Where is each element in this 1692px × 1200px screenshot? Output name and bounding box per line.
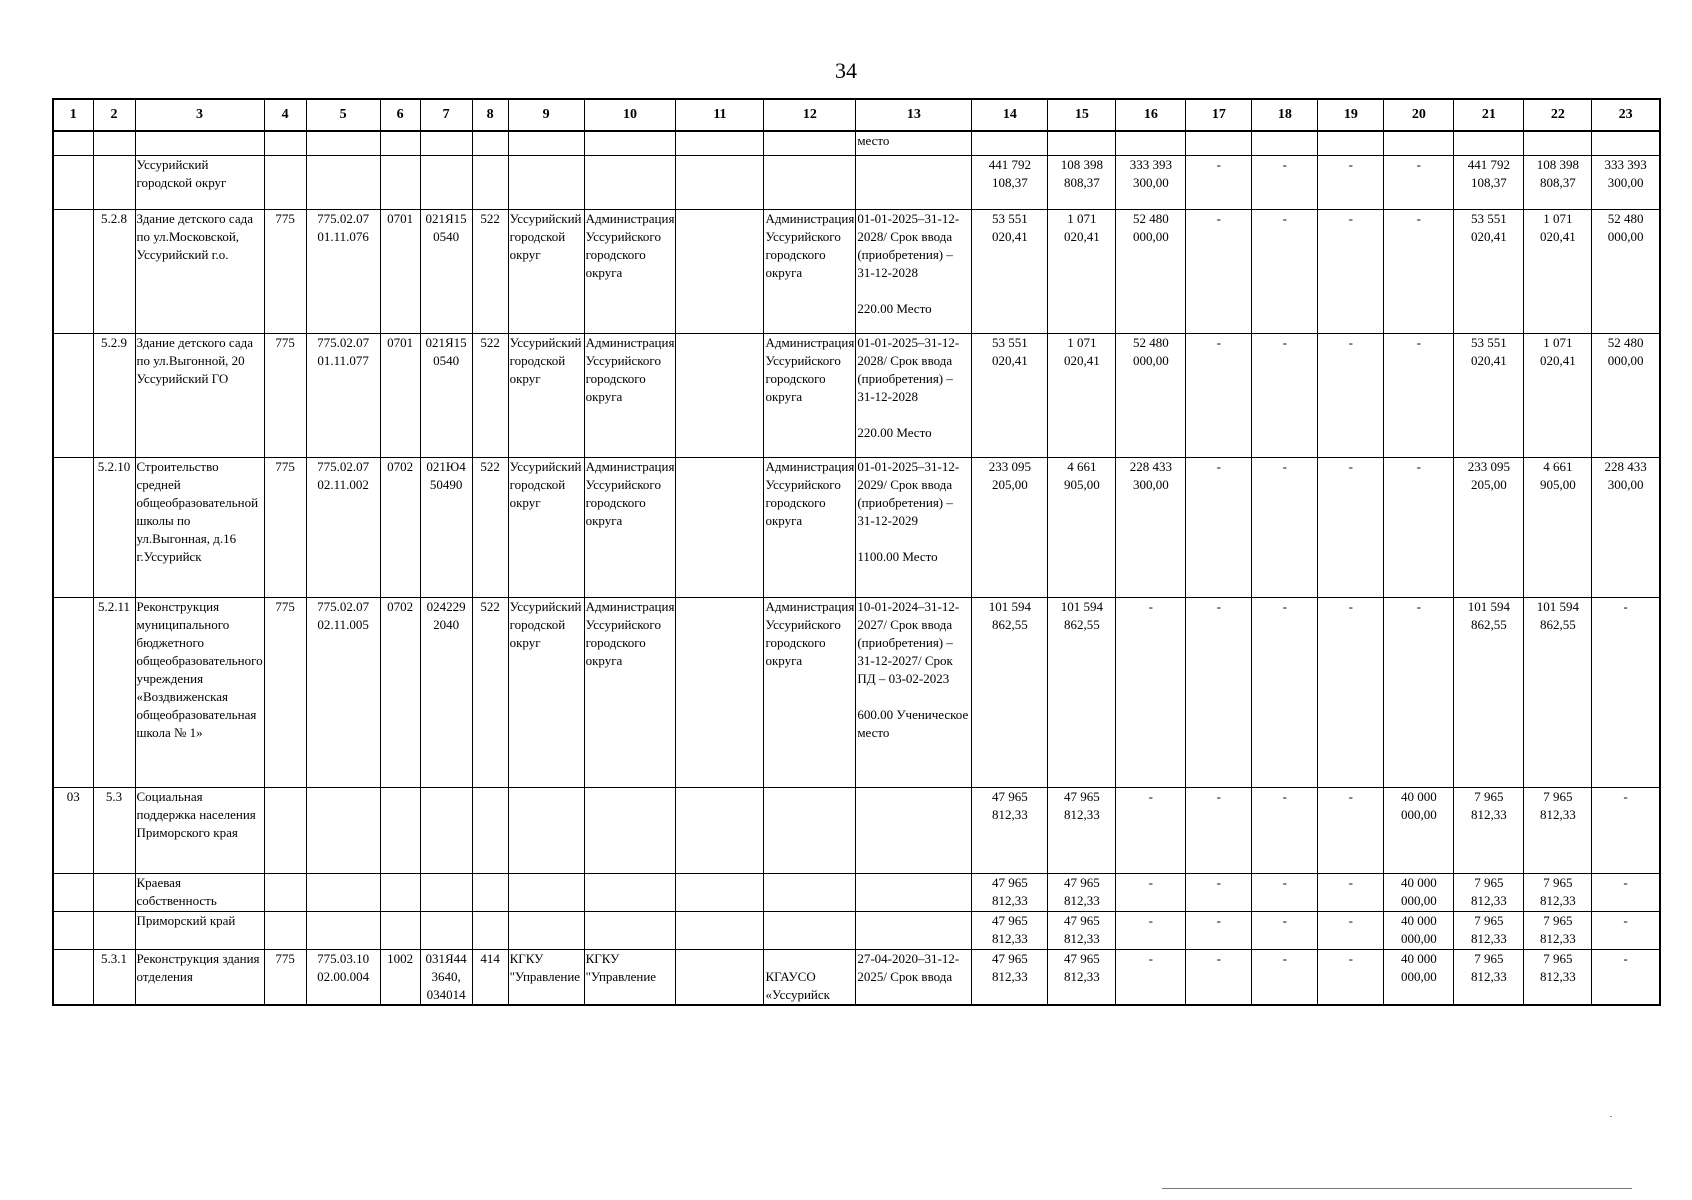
table-cell-col-18: - [1252, 787, 1318, 873]
table-cell-col-1 [53, 949, 93, 1005]
table-cell-col-11 [676, 597, 764, 787]
table-cell-col-15: 47 965 812,33 [1048, 911, 1116, 949]
table-cell-col-17: - [1186, 911, 1252, 949]
table-row [53, 949, 1660, 1005]
table-cell-col-2 [93, 155, 135, 209]
table-cell-col-7: 021Ю4 50490 [420, 457, 472, 597]
table-cell-col-19: - [1318, 873, 1384, 911]
column-header-19: 19 [1318, 99, 1384, 131]
table-cell-col-15: 1 071 020,41 [1048, 333, 1116, 457]
table-cell-col-23: - [1592, 949, 1660, 1005]
table-cell-col-14: 101 594 862,55 [972, 597, 1048, 787]
table-cell-col-12 [764, 155, 856, 209]
table-cell-col-7 [420, 873, 472, 911]
table-cell-col-23: - [1592, 873, 1660, 911]
table-cell-col-20: 40 000 000,00 [1384, 873, 1454, 911]
table-cell-col-9: Уссурийский городской округ [508, 457, 584, 597]
table-cell-col-5 [306, 155, 380, 209]
table-cell-col-20: - [1384, 155, 1454, 209]
table-cell-col-22: 1 071 020,41 [1524, 333, 1592, 457]
table-cell-col-19: - [1318, 333, 1384, 457]
table-cell-col-16 [1116, 131, 1186, 155]
table-cell-col-8: 522 [472, 209, 508, 333]
table-cell-col-18: - [1252, 457, 1318, 597]
table-cell-col-6 [380, 787, 420, 873]
table-cell-col-6 [380, 155, 420, 209]
table-cell-col-4: 775 [264, 457, 306, 597]
table-cell-col-21: 53 551 020,41 [1454, 333, 1524, 457]
table-cell-col-10: Администрация Уссурийского городского округа [584, 457, 676, 597]
data-table [52, 98, 1661, 1006]
table-row [53, 597, 1660, 787]
table-cell-col-1 [53, 209, 93, 333]
table-cell-col-23: 333 393 300,00 [1592, 155, 1660, 209]
table-cell-col-2: 5.2.11 [93, 597, 135, 787]
table-cell-col-3: Здание детского сада по ул.Выгонной, 20 Уссурийский ГО [135, 333, 264, 457]
table-cell-col-5: 775.02.07 01.11.077 [306, 333, 380, 457]
column-header-8: 8 [472, 99, 508, 131]
column-header-1: 1 [53, 99, 93, 131]
table-cell-col-5 [306, 787, 380, 873]
table-cell-col-19: - [1318, 911, 1384, 949]
table-cell-col-21: 233 095 205,00 [1454, 457, 1524, 597]
table-cell-col-13: место [856, 131, 972, 155]
table-cell-col-17: - [1186, 457, 1252, 597]
table-cell-col-15: 47 965 812,33 [1048, 949, 1116, 1005]
scan-speck [1610, 1116, 1612, 1117]
table-cell-col-4 [264, 911, 306, 949]
column-header-6: 6 [380, 99, 420, 131]
table-cell-col-6 [380, 873, 420, 911]
table-row [53, 155, 1660, 209]
column-header-15: 15 [1048, 99, 1116, 131]
table-cell-col-17: - [1186, 787, 1252, 873]
table-cell-col-23: 52 480 000,00 [1592, 333, 1660, 457]
column-header-13: 13 [856, 99, 972, 131]
table-cell-col-1 [53, 131, 93, 155]
table-cell-col-6: 0702 [380, 457, 420, 597]
table-cell-col-10: КГКУ "Управление [584, 949, 676, 1005]
table-cell-col-5: 775.02.07 01.11.076 [306, 209, 380, 333]
table-cell-col-11 [676, 873, 764, 911]
table-cell-col-10 [584, 873, 676, 911]
table-cell-col-23: 228 433 300,00 [1592, 457, 1660, 597]
table-cell-col-2 [93, 873, 135, 911]
table-cell-col-13 [856, 873, 972, 911]
column-header-4: 4 [264, 99, 306, 131]
table-cell-col-10 [584, 787, 676, 873]
table-cell-col-1 [53, 333, 93, 457]
table-cell-col-11 [676, 949, 764, 1005]
table-cell-col-3: Реконструкция здания отделения [135, 949, 264, 1005]
table-cell-col-4: 775 [264, 333, 306, 457]
table-cell-col-16: - [1116, 873, 1186, 911]
table-cell-col-14: 47 965 812,33 [972, 873, 1048, 911]
table-cell-col-4: 775 [264, 209, 306, 333]
table-cell-col-18: - [1252, 333, 1318, 457]
table-cell-col-13 [856, 155, 972, 209]
table-cell-col-6: 0702 [380, 597, 420, 787]
column-header-11: 11 [676, 99, 764, 131]
table-cell-col-10: Администрация Уссурийского городского округа [584, 333, 676, 457]
table-row [53, 787, 1660, 873]
table-cell-col-14: 233 095 205,00 [972, 457, 1048, 597]
table-cell-col-9 [508, 787, 584, 873]
table-cell-col-12: Администрация Уссурийского городского округа [764, 597, 856, 787]
column-header-20: 20 [1384, 99, 1454, 131]
column-header-17: 17 [1186, 99, 1252, 131]
table-cell-col-20: - [1384, 457, 1454, 597]
table-cell-col-18: - [1252, 949, 1318, 1005]
table-cell-col-10: Администрация Уссурийского городского округа [584, 209, 676, 333]
table-cell-col-1 [53, 155, 93, 209]
table-cell-col-22: 108 398 808,37 [1524, 155, 1592, 209]
table-cell-col-16: 52 480 000,00 [1116, 209, 1186, 333]
table-cell-col-7 [420, 131, 472, 155]
table-cell-col-8: 522 [472, 597, 508, 787]
table-cell-col-16: 52 480 000,00 [1116, 333, 1186, 457]
table-cell-col-2: 5.2.8 [93, 209, 135, 333]
table-cell-col-1 [53, 597, 93, 787]
table-cell-col-5 [306, 873, 380, 911]
table-row [53, 333, 1660, 457]
table-cell-col-8 [472, 873, 508, 911]
table-cell-col-15 [1048, 131, 1116, 155]
table-cell-col-15: 101 594 862,55 [1048, 597, 1116, 787]
table-cell-col-14: 47 965 812,33 [972, 949, 1048, 1005]
table-cell-col-22: 7 965 812,33 [1524, 949, 1592, 1005]
table-cell-col-18: - [1252, 597, 1318, 787]
table-cell-col-3: Приморский край [135, 911, 264, 949]
table-cell-col-7: 021Я15 0540 [420, 333, 472, 457]
table-cell-col-9 [508, 911, 584, 949]
column-header-3: 3 [135, 99, 264, 131]
table-cell-col-13: 01-01-2025–31-12-2029/ Срок ввода (приобретения) – 31-12-2029 1100.00 Место [856, 457, 972, 597]
table-cell-col-10 [584, 911, 676, 949]
table-cell-col-7 [420, 787, 472, 873]
table-cell-col-17: - [1186, 597, 1252, 787]
table-cell-col-13: 10-01-2024–31-12-2027/ Срок ввода (приобретения) – 31-12-2027/ Срок ПД – 03-02-2023 600.00 Ученическое место [856, 597, 972, 787]
column-header-9: 9 [508, 99, 584, 131]
table-cell-col-21: 7 965 812,33 [1454, 911, 1524, 949]
table-cell-col-6: 0701 [380, 209, 420, 333]
table-cell-col-17 [1186, 131, 1252, 155]
table-cell-col-13 [856, 787, 972, 873]
table-cell-col-4: 775 [264, 949, 306, 1005]
table-cell-col-16: - [1116, 911, 1186, 949]
table-cell-col-7: 021Я15 0540 [420, 209, 472, 333]
table-cell-col-18: - [1252, 873, 1318, 911]
table-cell-col-4 [264, 873, 306, 911]
table-cell-col-14 [972, 131, 1048, 155]
table-cell-col-6: 0701 [380, 333, 420, 457]
table-cell-col-4: 775 [264, 597, 306, 787]
table-cell-col-19: - [1318, 457, 1384, 597]
table-cell-col-11 [676, 209, 764, 333]
table-cell-col-8 [472, 131, 508, 155]
header-row [53, 99, 1660, 131]
column-header-2: 2 [93, 99, 135, 131]
table-cell-col-8 [472, 787, 508, 873]
table-cell-col-22: 1 071 020,41 [1524, 209, 1592, 333]
table-cell-col-22: 7 965 812,33 [1524, 911, 1592, 949]
table-cell-col-16: 333 393 300,00 [1116, 155, 1186, 209]
table-cell-col-8: 414 [472, 949, 508, 1005]
table-cell-col-13 [856, 911, 972, 949]
table-cell-col-9: КГКУ "Управление [508, 949, 584, 1005]
table-cell-col-9: Уссурийский городской округ [508, 333, 584, 457]
table-cell-col-18: - [1252, 911, 1318, 949]
table-cell-col-11 [676, 911, 764, 949]
column-header-23: 23 [1592, 99, 1660, 131]
table-cell-col-14: 53 551 020,41 [972, 333, 1048, 457]
table-cell-col-23: - [1592, 787, 1660, 873]
table-cell-col-8 [472, 911, 508, 949]
table-cell-col-9 [508, 873, 584, 911]
table-cell-col-23 [1592, 131, 1660, 155]
table-cell-col-18: - [1252, 209, 1318, 333]
table-cell-col-19: - [1318, 209, 1384, 333]
table-cell-col-2: 5.3 [93, 787, 135, 873]
table-cell-col-13: 01-01-2025–31-12-2028/ Срок ввода (приобретения) – 31-12-2028 220.00 Место [856, 333, 972, 457]
table-cell-col-17: - [1186, 209, 1252, 333]
table-cell-col-20: 40 000 000,00 [1384, 787, 1454, 873]
table-cell-col-2 [93, 131, 135, 155]
table-cell-col-7: 031Я44 3640, 034014 [420, 949, 472, 1005]
table-cell-col-4 [264, 787, 306, 873]
table-cell-col-10 [584, 155, 676, 209]
table-cell-col-23: 52 480 000,00 [1592, 209, 1660, 333]
column-header-5: 5 [306, 99, 380, 131]
table-cell-col-11 [676, 131, 764, 155]
table-cell-col-14: 53 551 020,41 [972, 209, 1048, 333]
table-row [53, 131, 1660, 155]
table-cell-col-9 [508, 131, 584, 155]
table-cell-col-23: - [1592, 911, 1660, 949]
column-header-7: 7 [420, 99, 472, 131]
table-cell-col-6: 1002 [380, 949, 420, 1005]
table-row [53, 457, 1660, 597]
column-header-16: 16 [1116, 99, 1186, 131]
table-cell-col-12 [764, 911, 856, 949]
table-cell-col-12 [764, 131, 856, 155]
table-cell-col-12: Администрация Уссурийского городского округа [764, 333, 856, 457]
table-cell-col-5: 775.03.10 02.00.004 [306, 949, 380, 1005]
table-cell-col-1: 03 [53, 787, 93, 873]
table-cell-col-11 [676, 457, 764, 597]
table-cell-col-18 [1252, 131, 1318, 155]
table-cell-col-11 [676, 155, 764, 209]
table-cell-col-5 [306, 911, 380, 949]
table-cell-col-20: - [1384, 209, 1454, 333]
table-cell-col-16: - [1116, 949, 1186, 1005]
table-cell-col-13: 27-04-2020–31-12-2025/ Срок ввода [856, 949, 972, 1005]
table-cell-col-19: - [1318, 597, 1384, 787]
table-cell-col-19: - [1318, 787, 1384, 873]
table-cell-col-9: Уссурийский городской округ [508, 597, 584, 787]
table-cell-col-1 [53, 457, 93, 597]
table-cell-col-17: - [1186, 873, 1252, 911]
table-cell-col-7: 024229 2040 [420, 597, 472, 787]
table-cell-col-21: 441 792 108,37 [1454, 155, 1524, 209]
table-cell-col-7 [420, 911, 472, 949]
table-cell-col-20 [1384, 131, 1454, 155]
table-cell-col-4 [264, 155, 306, 209]
footer-rule [1162, 1188, 1632, 1189]
table-cell-col-7 [420, 155, 472, 209]
table-cell-col-19: - [1318, 155, 1384, 209]
table-cell-col-21: 7 965 812,33 [1454, 873, 1524, 911]
table-cell-col-12: КГАУСО «Уссурийск [764, 949, 856, 1005]
table-cell-col-1 [53, 873, 93, 911]
table-cell-col-2: 5.2.10 [93, 457, 135, 597]
table-cell-col-22: 7 965 812,33 [1524, 787, 1592, 873]
table-cell-col-12 [764, 873, 856, 911]
table-cell-col-19 [1318, 131, 1384, 155]
page-number: 34 [835, 58, 857, 83]
table-cell-col-16: - [1116, 787, 1186, 873]
table-cell-col-22: 4 661 905,00 [1524, 457, 1592, 597]
table-cell-col-5: 775.02.07 02.11.002 [306, 457, 380, 597]
table-cell-col-12 [764, 787, 856, 873]
table-row [53, 209, 1660, 333]
table-cell-col-3: Реконструкция муниципального бюджетного общеобразовательного учреждения «Воздвиженская общеобразовательная школа № 1» [135, 597, 264, 787]
table-cell-col-11 [676, 787, 764, 873]
table-cell-col-15: 47 965 812,33 [1048, 873, 1116, 911]
table-cell-col-6 [380, 911, 420, 949]
table-cell-col-16: 228 433 300,00 [1116, 457, 1186, 597]
table-cell-col-22: 7 965 812,33 [1524, 873, 1592, 911]
table-cell-col-6 [380, 131, 420, 155]
table-cell-col-14: 441 792 108,37 [972, 155, 1048, 209]
table-cell-col-2: 5.2.9 [93, 333, 135, 457]
table-cell-col-21 [1454, 131, 1524, 155]
table-cell-col-17: - [1186, 333, 1252, 457]
table-cell-col-3: Здание детского сада по ул.Московской, Уссурийский г.о. [135, 209, 264, 333]
table-cell-col-22 [1524, 131, 1592, 155]
table-cell-col-8 [472, 155, 508, 209]
table-cell-col-15: 4 661 905,00 [1048, 457, 1116, 597]
table-cell-col-21: 7 965 812,33 [1454, 787, 1524, 873]
table-cell-col-5 [306, 131, 380, 155]
column-header-14: 14 [972, 99, 1048, 131]
column-header-10: 10 [584, 99, 676, 131]
table-cell-col-5: 775.02.07 02.11.005 [306, 597, 380, 787]
table-cell-col-1 [53, 911, 93, 949]
table-cell-col-21: 53 551 020,41 [1454, 209, 1524, 333]
table-cell-col-12: Администрация Уссурийского городского округа [764, 457, 856, 597]
column-header-18: 18 [1252, 99, 1318, 131]
table-cell-col-11 [676, 333, 764, 457]
table-cell-col-20: - [1384, 597, 1454, 787]
table-cell-col-13: 01-01-2025–31-12-2028/ Срок ввода (приобретения) – 31-12-2028 220.00 Место [856, 209, 972, 333]
table-cell-col-2 [93, 911, 135, 949]
table-cell-col-3 [135, 131, 264, 155]
table-cell-col-17: - [1186, 949, 1252, 1005]
table-cell-col-20: 40 000 000,00 [1384, 949, 1454, 1005]
table-cell-col-3: Краевая собственность [135, 873, 264, 911]
table-cell-col-20: - [1384, 333, 1454, 457]
table-cell-col-2: 5.3.1 [93, 949, 135, 1005]
table-cell-col-10 [584, 131, 676, 155]
table-cell-col-9 [508, 155, 584, 209]
table-cell-col-12: Администрация Уссурийского городского округа [764, 209, 856, 333]
table-cell-col-15: 47 965 812,33 [1048, 787, 1116, 873]
table-cell-col-23: - [1592, 597, 1660, 787]
table-cell-col-8: 522 [472, 333, 508, 457]
table-row [53, 873, 1660, 911]
table-cell-col-3: Социальная поддержка населения Приморского края [135, 787, 264, 873]
table-cell-col-21: 101 594 862,55 [1454, 597, 1524, 787]
table-cell-col-4 [264, 131, 306, 155]
table-cell-col-16: - [1116, 597, 1186, 787]
table-cell-col-14: 47 965 812,33 [972, 787, 1048, 873]
table-cell-col-3: Уссурийский городской округ [135, 155, 264, 209]
table-cell-col-22: 101 594 862,55 [1524, 597, 1592, 787]
table-cell-col-18: - [1252, 155, 1318, 209]
table-cell-col-14: 47 965 812,33 [972, 911, 1048, 949]
table-cell-col-19: - [1318, 949, 1384, 1005]
table-cell-col-15: 108 398 808,37 [1048, 155, 1116, 209]
table-cell-col-15: 1 071 020,41 [1048, 209, 1116, 333]
column-header-12: 12 [764, 99, 856, 131]
table-cell-col-9: Уссурийский городской округ [508, 209, 584, 333]
table-row [53, 911, 1660, 949]
table-cell-col-10: Администрация Уссурийского городского округа [584, 597, 676, 787]
table-cell-col-17: - [1186, 155, 1252, 209]
table-cell-col-3: Строительство средней общеобразовательной школы по ул.Выгонная, д.16 г.Уссурийск [135, 457, 264, 597]
table-cell-col-8: 522 [472, 457, 508, 597]
column-header-22: 22 [1524, 99, 1592, 131]
table-cell-col-21: 7 965 812,33 [1454, 949, 1524, 1005]
column-header-21: 21 [1454, 99, 1524, 131]
table-cell-col-20: 40 000 000,00 [1384, 911, 1454, 949]
